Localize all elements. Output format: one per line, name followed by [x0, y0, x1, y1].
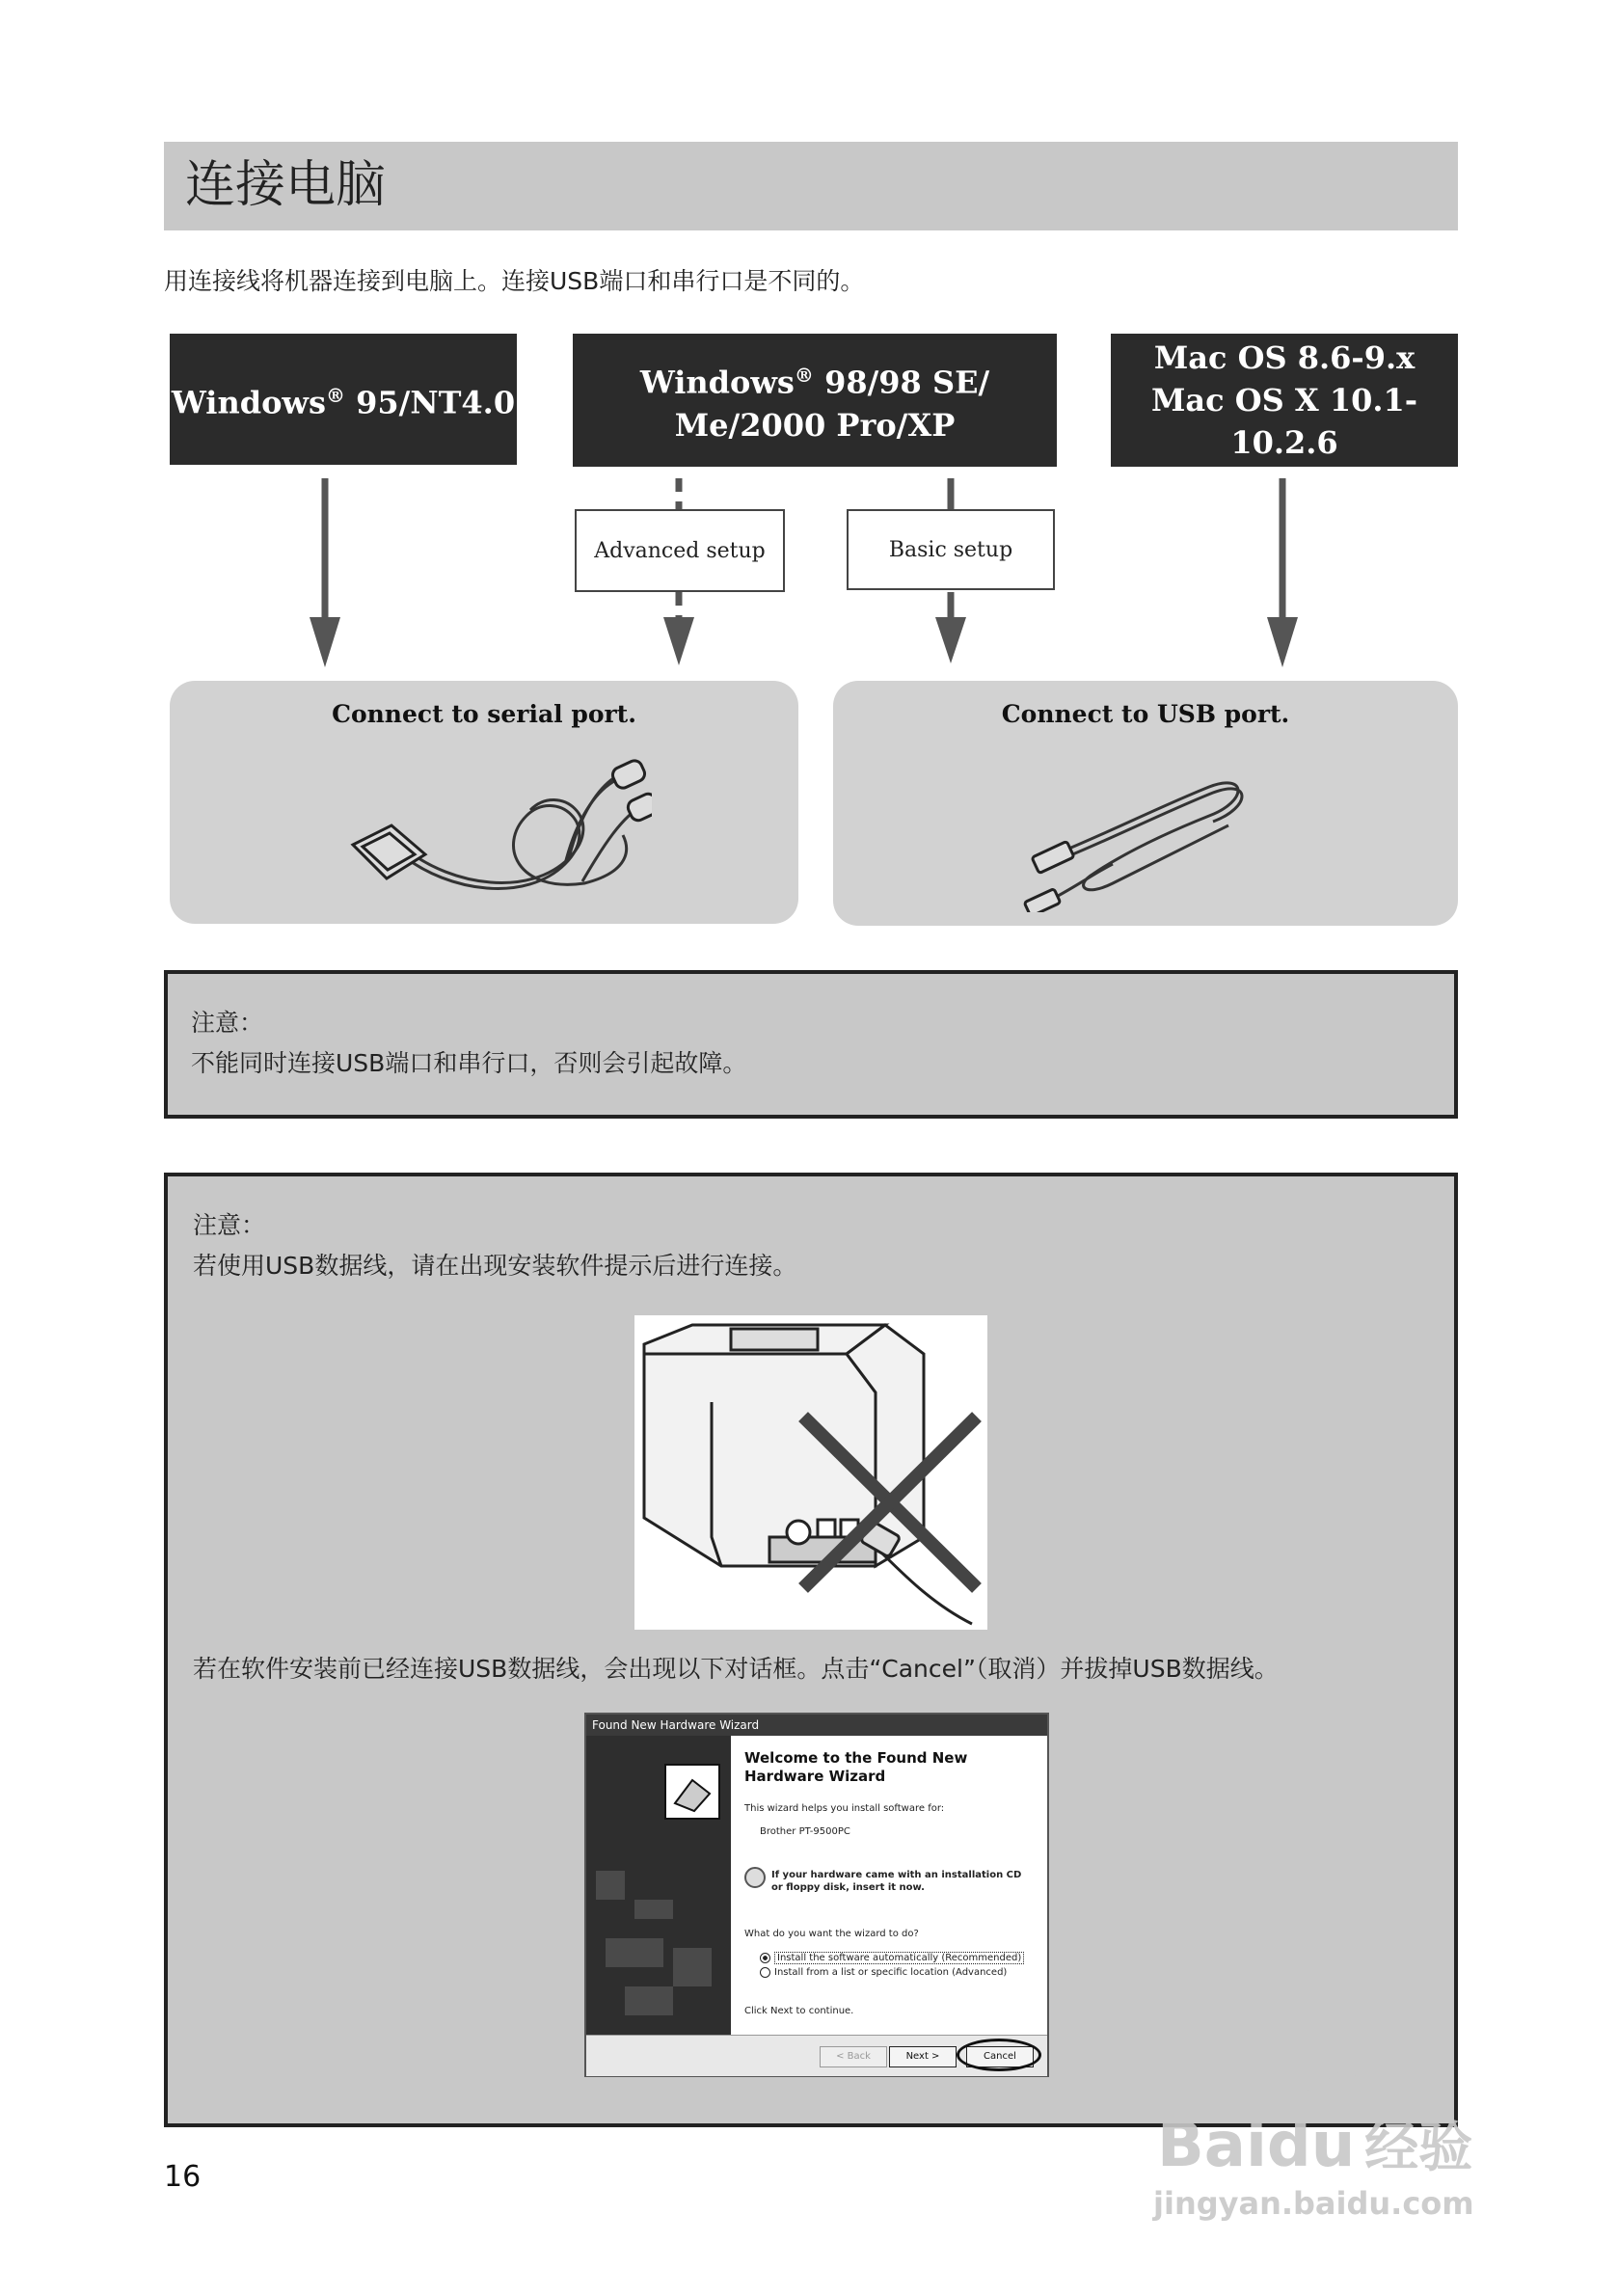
wizard-device-name: Brother PT-9500PC	[760, 1826, 850, 1837]
note1-body: 不能同时连接USB端口和串行口，否则会引起故障。	[191, 1049, 747, 1077]
wizard-question: What do you want the wizard to do?	[744, 1929, 919, 1939]
serial-cable-illustration	[334, 748, 652, 912]
next-button[interactable]: Next >	[889, 2046, 957, 2067]
cancel-button[interactable]: Cancel	[966, 2046, 1034, 2067]
wizard-helps-text: This wizard helps you install software for:	[744, 1803, 945, 1814]
note1-heading: 注意：	[191, 1009, 264, 1037]
os-win98-name: Windows	[639, 364, 795, 401]
os-win95-name: Windows	[171, 384, 326, 421]
printer-illustration	[634, 1315, 987, 1630]
os-win98-reg: ®	[794, 364, 814, 388]
watermark-brand: Bai	[1157, 2110, 1267, 2181]
watermark-url: jingyan.baidu.com	[1153, 2185, 1474, 2222]
os-mac-line1: Mac OS 8.6-9.x	[1153, 339, 1416, 376]
wizard-welcome-line2: Hardware Wizard	[744, 1768, 886, 1785]
wizard-title-bar: Found New Hardware Wizard	[586, 1715, 1047, 1736]
baidu-watermark	[1147, 2054, 1533, 2247]
wizard-welcome-line1: Welcome to the Found New	[744, 1749, 968, 1767]
page-title: 连接电脑	[185, 156, 387, 214]
note-box-2	[164, 1173, 1458, 2127]
usb-port-panel	[833, 681, 1458, 926]
wizard-side-pattern	[586, 1736, 731, 2035]
option-auto-row[interactable]	[760, 1952, 1024, 1964]
os-win98-line2: Me/2000 Pro/XP	[674, 406, 956, 444]
os-mac-line2: Mac OS X 10.1-10.2.6	[1150, 382, 1418, 461]
note2-heading: 注意：	[193, 1211, 266, 1239]
os-win98-version: 98/98 SE/	[813, 364, 990, 401]
usb-cable-illustration	[1016, 768, 1277, 912]
radio-list-icon[interactable]	[760, 1967, 770, 1978]
printer-drawing	[634, 1315, 987, 1630]
cd-icon	[744, 1867, 766, 1888]
basic-setup-box: Basic setup	[847, 509, 1055, 590]
wizard-dialog	[584, 1713, 1049, 2077]
back-button[interactable]: < Back	[820, 2046, 887, 2067]
option-list-row[interactable]	[760, 1967, 1007, 1978]
os-win95-reg: ®	[325, 384, 345, 408]
watermark-brand2: du	[1266, 2110, 1356, 2181]
arrow-basic-head	[935, 617, 966, 663]
watermark-logo	[1157, 2112, 1472, 2182]
arrow-mac-head	[1267, 617, 1298, 667]
radio-auto-icon[interactable]	[760, 1953, 770, 1963]
advanced-setup-box: Advanced setup	[575, 509, 785, 592]
intro-text: 用连接线将机器连接到电脑上。连接USB端口和串行口是不同的。	[164, 267, 865, 295]
arrow-win95-head	[310, 617, 340, 667]
option-auto-label: Install the software automatically (Recommended)	[774, 1952, 1024, 1964]
wizard-cd-text	[771, 1869, 1021, 1894]
note-box-1	[164, 970, 1458, 1119]
watermark-cn: 经验	[1364, 2117, 1473, 2179]
os-win95-version: 95/NT4.0	[344, 384, 516, 421]
wizard-cd-line2: or floppy disk, insert it now.	[771, 1882, 925, 1893]
usb-port-label: Connect to USB port.	[1001, 700, 1290, 728]
wizard-cd-line1: If your hardware came with an installation CD	[771, 1870, 1022, 1880]
serial-port-panel	[170, 681, 798, 924]
note2-body: 若使用USB数据线，请在出现安装软件提示后进行连接。	[193, 1252, 797, 1280]
serial-port-label: Connect to serial port.	[332, 700, 636, 728]
wizard-welcome	[744, 1749, 967, 1786]
cancel-highlight-ellipse	[957, 2039, 1041, 2071]
wizard-continue-text: Click Next to continue.	[744, 2006, 854, 2016]
arrow-advanced-head	[663, 617, 694, 665]
wizard-side-graphic	[586, 1736, 731, 2035]
page-number: 16	[164, 2160, 202, 2194]
option-list-label: Install from a list or specific location (Advanced)	[774, 1967, 1008, 1978]
flow-arrows	[0, 0, 1618, 694]
note2-body2: 若在软件安装前已经连接USB数据线，会出现以下对话框。点击“Cancel”（取消）并拔掉USB数据线。	[193, 1655, 1279, 1683]
